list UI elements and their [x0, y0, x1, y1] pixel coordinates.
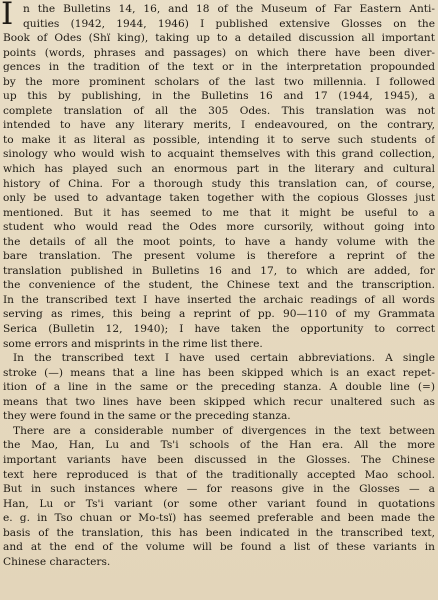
body-text: [3, 2, 435, 569]
text-line: In the transcribed text I have used certain abbreviations. A single: [13, 352, 435, 365]
text-line: n the Bulletins 14, 16, and 18 of the Museum of Far Eastern Anti-: [23, 3, 435, 15]
text-line: Han, Lu or Ts'i variant (or some other variant found in quotations: [3, 497, 435, 510]
text-line: history of China. For a thorough study this translation can, of course,: [3, 177, 435, 190]
text-line: e. g. in Tso chuan or Mo-tsï) has seemed preferable and been made the: [3, 512, 435, 525]
text-line: and at the end of the volume will be found a list of these variants in: [3, 541, 435, 554]
text-line: gences in the tradition of the text or in the interpretation propounded: [3, 61, 435, 74]
text-line: to make it as literal as possible, intending it to serve such students of: [3, 133, 435, 146]
text-line: Book of Odes (Shï king), taking up to a detailed discussion all important: [3, 32, 435, 45]
text-line: the Mao, Han, Lu and Ts'i schools of the Han era. All the more: [3, 439, 435, 452]
text-line: quities (1942, 1944, 1946) I published extensive Glosses on the: [23, 17, 435, 30]
text-line: the details of all the moot points, to have a handy volume with the: [3, 235, 435, 248]
text-line: intended to have any literary merits, I endeavoured, on the contrary,: [3, 119, 435, 132]
text-line: only be used to advantage taken together with the copious Glosses just: [3, 192, 435, 205]
text-line: points (words, phrases and passages) on which there have been diver-: [3, 46, 435, 59]
text-line: which has played such an enormous part in the literary and cultural: [3, 163, 435, 176]
text-line: complete translation of all the 305 Odes. This translation was not: [3, 104, 435, 117]
text-line: means that two lines have been skipped which recur unaltered such as: [3, 395, 435, 408]
text-line: Chinese characters.: [3, 555, 111, 568]
text-line: ition of a line in the same or the preceding stanza. A double line (=): [3, 381, 435, 394]
text-line: serving as rimes, this being a reprint of pp. 90—110 of my Grammata: [3, 308, 435, 321]
text-line: Serica (Bulletin 12, 1940); I have taken the opportunity to correct: [3, 323, 435, 336]
text-line: sinology who would wish to acquaint themselves with this grand collection,: [3, 148, 435, 161]
text-line: stroke (—) means that a line has been skipped which is an exact repet-: [3, 366, 435, 379]
text-line: they were found in the same or the preceding stanza.: [3, 410, 291, 423]
paragraph-1: [3, 2, 435, 351]
text-line: bare translation. The present volume is therefore a reprint of the: [3, 250, 435, 263]
text-line: important variants have been discussed in the Glosses. The Chinese: [3, 453, 435, 466]
text-line: up this by publishing, in the Bulletins 16 and 17 (1944, 1945), a: [3, 90, 435, 103]
text-line: the convenience of the student, the Chinese text and the transcription.: [3, 279, 435, 292]
text-line: by the more prominent scholars of the last two millennia. I followed: [3, 75, 435, 88]
paragraph-3: [3, 424, 435, 569]
text-line: mentioned. But it has seemed to me that it might be useful to a: [3, 206, 435, 219]
text-line: text here reproduced is that of the traditionally accepted Mao school.: [3, 468, 435, 481]
paragraph-2: [3, 351, 435, 424]
text-line: translation published in Bulletins 16 and 17, to which are added, for: [3, 264, 435, 277]
text-line: But in such instances where — for reasons give in the Glosses — a: [3, 483, 435, 496]
text-line: In the transcribed text I have inserted the archaic readings of all words: [3, 293, 435, 306]
text-line: student who would read the Odes more cursorily, without going into: [3, 221, 435, 234]
text-line: There are a considerable number of divergences in the text between: [13, 424, 435, 437]
text-line: basis of the translation, this has been indicated in the transcribed text,: [3, 526, 435, 539]
drop-cap: I: [1, 0, 14, 32]
text-line: some errors and misprints in the rime list there.: [3, 337, 263, 350]
